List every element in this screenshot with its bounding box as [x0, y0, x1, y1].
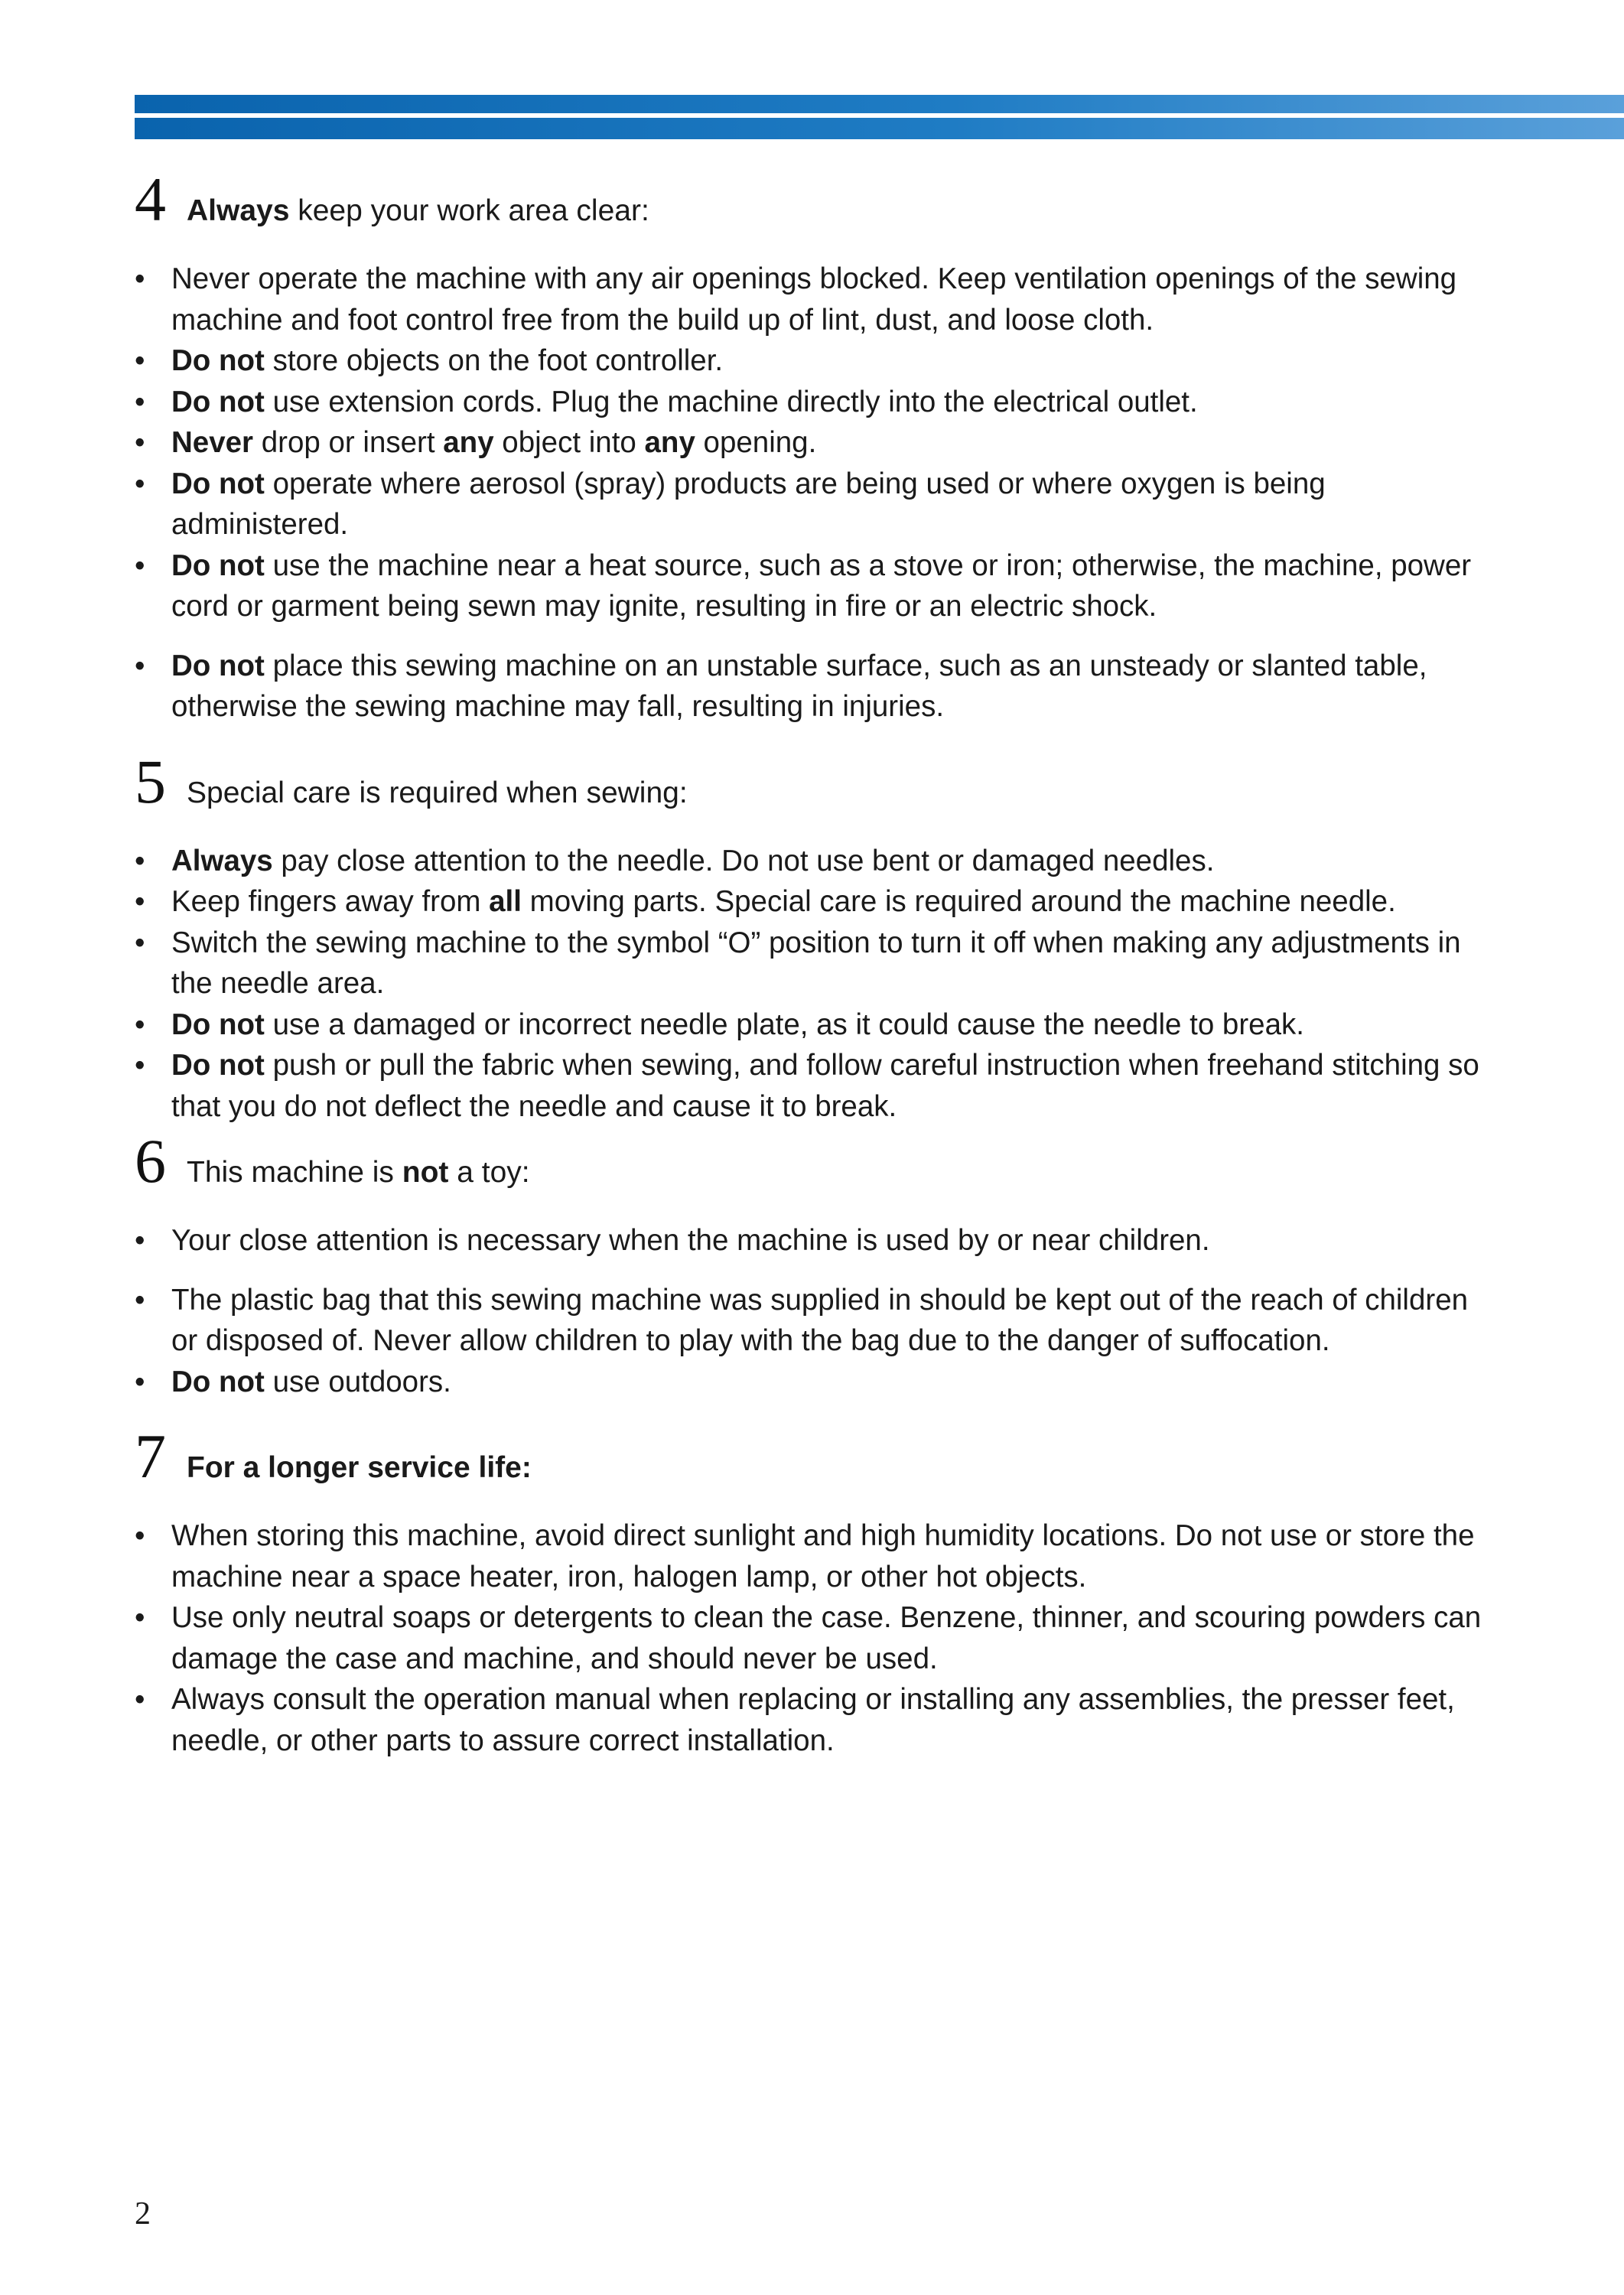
section-title — [187, 1156, 530, 1190]
item-bold: Do not — [171, 549, 265, 582]
item-bold: any — [644, 426, 695, 459]
item-text: use outdoors. — [264, 1365, 451, 1398]
section-title-bold: For a longer service life: — [187, 1451, 532, 1484]
list-item — [135, 841, 1496, 882]
section-heading — [135, 746, 1496, 816]
section-title-text: Special care is required when sewing: — [187, 776, 688, 809]
section-number: 5 — [135, 746, 166, 816]
section-title-bold: not — [402, 1156, 449, 1189]
item-text: Your close attention is necessary when the machine is used by or near children. — [171, 1224, 1210, 1257]
header-bar-bottom-band — [135, 118, 1624, 139]
item-bold: Always — [171, 844, 273, 877]
item-bold: Do not — [171, 1008, 265, 1041]
item-bold: any — [443, 426, 494, 459]
item-bold: Do not — [171, 344, 265, 377]
list-item — [135, 422, 1496, 464]
list-item — [135, 1280, 1496, 1362]
item-bold: Never — [171, 426, 254, 459]
list-item — [135, 1597, 1496, 1679]
header-bar-top-band — [135, 95, 1624, 113]
section-title — [187, 194, 649, 228]
section-heading — [135, 1126, 1496, 1196]
section-title-text: This machine is — [187, 1156, 402, 1189]
item-bold: Do not — [171, 385, 265, 418]
list-item — [135, 545, 1496, 627]
item-bold: Do not — [171, 649, 265, 682]
page-number: 2 — [135, 2196, 151, 2232]
section-6 — [135, 1126, 1496, 1402]
list-item — [135, 1045, 1496, 1127]
list-item — [135, 646, 1496, 728]
list-item — [135, 1220, 1496, 1261]
item-bold: Do not — [171, 1049, 265, 1082]
item-text: Always consult the operation manual when replacing or installing any assemblies, the presser feet, needle, or other parts to assure correct installation. — [171, 1683, 1455, 1757]
item-bold: Do not — [171, 1365, 265, 1398]
item-text: store objects on the foot controller. — [264, 344, 724, 377]
section-title — [187, 1451, 532, 1485]
list-item — [135, 464, 1496, 545]
list-item — [135, 340, 1496, 382]
list-item — [135, 382, 1496, 423]
item-text: Switch the sewing machine to the symbol “O” position to turn it off when making any adjustments in the needle area. — [171, 926, 1461, 1000]
list-item — [135, 259, 1496, 340]
item-list — [135, 259, 1496, 728]
list-item — [135, 1515, 1496, 1597]
item-text: Use only neutral soaps or detergents to clean the case. Benzene, thinner, and scouring powders can damage the case and machine, and should never be used. — [171, 1601, 1482, 1675]
item-bold: Do not — [171, 467, 265, 500]
safety-content — [135, 153, 1496, 1761]
section-title-bold: Always — [187, 194, 290, 227]
section-number: 6 — [135, 1126, 166, 1196]
item-text: operate where aerosol (spray) products are being used or where oxygen is being administered. — [171, 467, 1326, 541]
item-text: use extension cords. Plug the machine directly into the electrical outlet. — [264, 385, 1198, 418]
item-list — [135, 1515, 1496, 1761]
item-text: opening. — [695, 426, 817, 459]
item-list — [135, 841, 1496, 1128]
item-text: Keep fingers away from — [171, 885, 490, 918]
section-title — [187, 776, 688, 810]
item-text: The plastic bag that this sewing machine was supplied in should be kept out of the reach of children or disposed of. Never allow children to play with the bag due to the danger of suffocation. — [171, 1283, 1469, 1357]
list-item — [135, 1679, 1496, 1761]
section-number: 7 — [135, 1421, 166, 1491]
list-item — [135, 1362, 1496, 1403]
item-text: use the machine near a heat source, such as a stove or iron; otherwise, the machine, power cord or garment being sewn may ignite, resulting in fire or an electric shock. — [171, 549, 1472, 623]
item-text: object into — [493, 426, 645, 459]
section-7 — [135, 1421, 1496, 1761]
section-5 — [135, 746, 1496, 1128]
list-item — [135, 923, 1496, 1004]
item-text: moving parts. Special care is required around the machine needle. — [521, 885, 1396, 918]
list-item — [135, 1004, 1496, 1046]
section-4 — [135, 164, 1496, 728]
section-heading — [135, 1421, 1496, 1491]
section-number: 4 — [135, 164, 166, 234]
item-list — [135, 1220, 1496, 1402]
item-text: pay close attention to the needle. Do not use bent or damaged needles. — [272, 844, 1215, 877]
list-item — [135, 881, 1496, 923]
item-text: place this sewing machine on an unstable surface, such as an unsteady or slanted table, otherwise the sewing machine may fall, resulting in injuries. — [171, 649, 1427, 723]
item-bold: all — [489, 885, 522, 918]
item-text: When storing this machine, avoid direct sunlight and high humidity locations. Do not use or store the machine near a space heater, iron, halogen lamp, or other hot objects. — [171, 1519, 1475, 1593]
section-title-text: keep your work area clear: — [289, 194, 649, 227]
section-heading — [135, 164, 1496, 234]
header-bar — [135, 95, 1624, 139]
section-title-text: a toy: — [448, 1156, 530, 1189]
item-text: use a damaged or incorrect needle plate, as it could cause the needle to break. — [264, 1008, 1304, 1041]
item-text: drop or insert — [253, 426, 444, 459]
item-text: Never operate the machine with any air openings blocked. Keep ventilation openings of the sewing machine and foot control free from the build up of lint, dust, and loose cloth. — [171, 262, 1457, 337]
item-text: push or pull the fabric when sewing, and follow careful instruction when freehand stitching so that you do not deflect the needle and cause it to break. — [171, 1049, 1479, 1123]
